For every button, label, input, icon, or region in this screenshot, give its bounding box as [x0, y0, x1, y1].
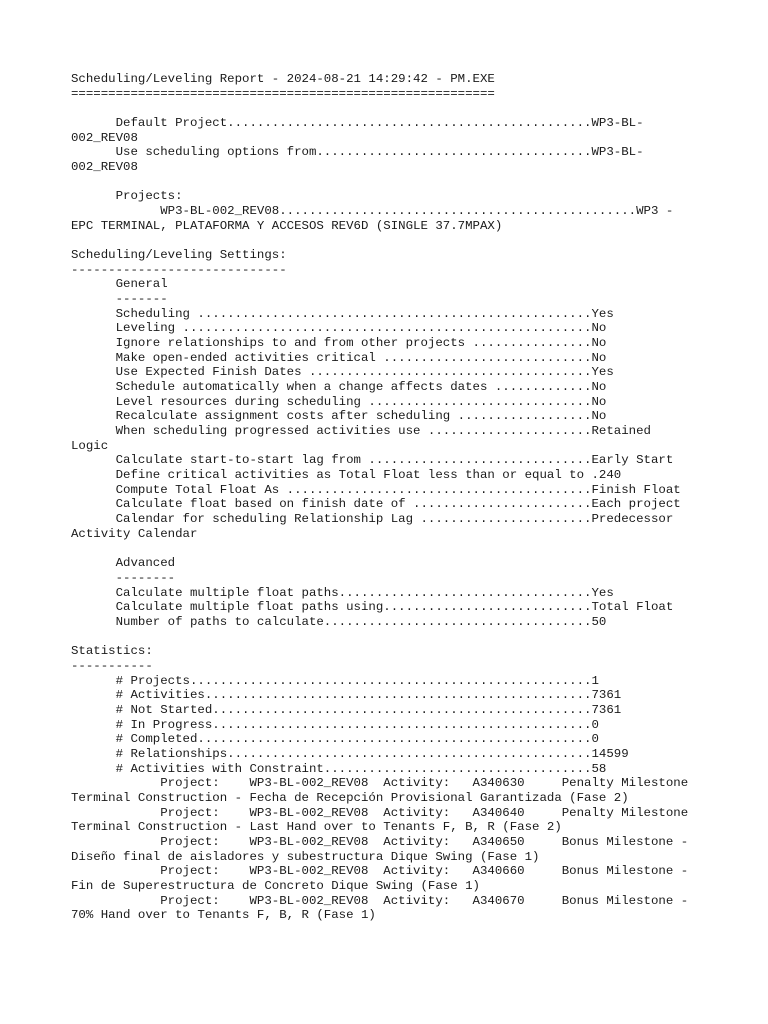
report-line: ----------- [71, 658, 153, 673]
report-line [71, 630, 761, 645]
report-line: Logic [71, 438, 109, 453]
report-line: Recalculate assignment costs after scheduling ..................No [71, 409, 607, 424]
report-line: 002_REV08 [71, 130, 138, 145]
report-line: Calculate float based on finish date of ........................Each project [71, 497, 681, 512]
report-line: Ignore relationships to and from other projects ................No [71, 336, 607, 351]
report-line: Terminal Construction - Last Hand over to Tenants F, B, R (Fase 2) [71, 820, 562, 835]
report-line: Project: WP3-BL-002_REV08 Activity: A340640 Penalty Milestone [71, 805, 689, 820]
report-line: Use Expected Finish Dates ......................................Yes [71, 365, 614, 380]
report-line: Default Project.................................................WP3-BL- [71, 116, 644, 131]
report-line: Advanced [71, 556, 176, 571]
report-line: Fin de Superestructura de Concreto Dique Swing (Fase 1) [71, 878, 480, 893]
report-line: Calculate start-to-start lag from ..............................Early Start [71, 453, 674, 468]
report-line: Calendar for scheduling Relationship Lag .......................Predecessor [71, 512, 674, 527]
report-line: Diseño final de aisladores y subestructura Dique Swing (Fase 1) [71, 849, 540, 864]
report-line: 70% Hand over to Tenants F, B, R (Fase 1) [71, 908, 376, 923]
report-line: Activity Calendar [71, 526, 198, 541]
report-line [71, 101, 761, 116]
report-line: Project: WP3-BL-002_REV08 Activity: A340660 Bonus Milestone - [71, 864, 689, 879]
report-line: EPC TERMINAL, PLATAFORMA Y ACCESOS REV6D (SINGLE 37.7MPAX) [71, 218, 503, 233]
report-line: Define critical activities as Total Float less than or equal to .240 [71, 468, 622, 483]
report-line: # Activities with Constraint....................................58 [71, 761, 607, 776]
report-line: When scheduling progressed activities use ......................Retained [71, 424, 651, 439]
report-line: # Not Started...................................................7361 [71, 702, 622, 717]
report-line: Use scheduling options from.....................................WP3-BL- [71, 145, 644, 160]
report-line: Level resources during scheduling ..............................No [71, 394, 607, 409]
report-line: Scheduling/Leveling Settings: [71, 248, 287, 263]
report-line: Scheduling/Leveling Report - 2024-08-21 14:29:42 - PM.EXE [71, 72, 495, 86]
report-line: Project: WP3-BL-002_REV08 Activity: A340670 Bonus Milestone - [71, 893, 689, 908]
report-document [71, 72, 761, 923]
report-line: Projects: [71, 189, 183, 204]
report-line: Calculate multiple float paths using............................Total Float [71, 600, 674, 615]
report-line: Statistics: [71, 644, 153, 659]
report-line: # Projects......................................................1 [71, 673, 599, 688]
report-line: ========================================================= [71, 86, 495, 101]
report-line: Make open-ended activities critical ............................No [71, 350, 607, 365]
report-line [71, 233, 761, 248]
report-line [71, 175, 761, 190]
report-line: Terminal Construction - Fecha de Recepción Provisional Garantizada (Fase 2) [71, 790, 629, 805]
report-line: General [71, 277, 168, 292]
report-line: -------- [71, 570, 176, 585]
report-line: # Completed.....................................................0 [71, 732, 599, 747]
report-line: Scheduling .....................................................Yes [71, 306, 614, 321]
report-line: # In Progress...................................................0 [71, 717, 599, 732]
report-line: Compute Total Float As .........................................Finish Float [71, 482, 681, 497]
report-line: Schedule automatically when a change affects dates .............No [71, 380, 607, 395]
report-line: # Activities....................................................7361 [71, 688, 622, 703]
report-line: Calculate multiple float paths..................................Yes [71, 585, 614, 600]
report-line: Leveling .......................................................No [71, 321, 607, 336]
report-line: WP3-BL-002_REV08................................................WP3 - [71, 204, 674, 219]
report-line: Project: WP3-BL-002_REV08 Activity: A340630 Penalty Milestone [71, 776, 689, 791]
report-line: # Relationships.................................................14599 [71, 746, 629, 761]
report-line: ----------------------------- [71, 262, 287, 277]
report-line: Project: WP3-BL-002_REV08 Activity: A340650 Bonus Milestone - [71, 834, 689, 849]
report-line: 002_REV08 [71, 160, 138, 175]
report-line [71, 542, 761, 557]
report-line: ------- [71, 292, 168, 307]
report-line: Number of paths to calculate....................................50 [71, 614, 607, 629]
